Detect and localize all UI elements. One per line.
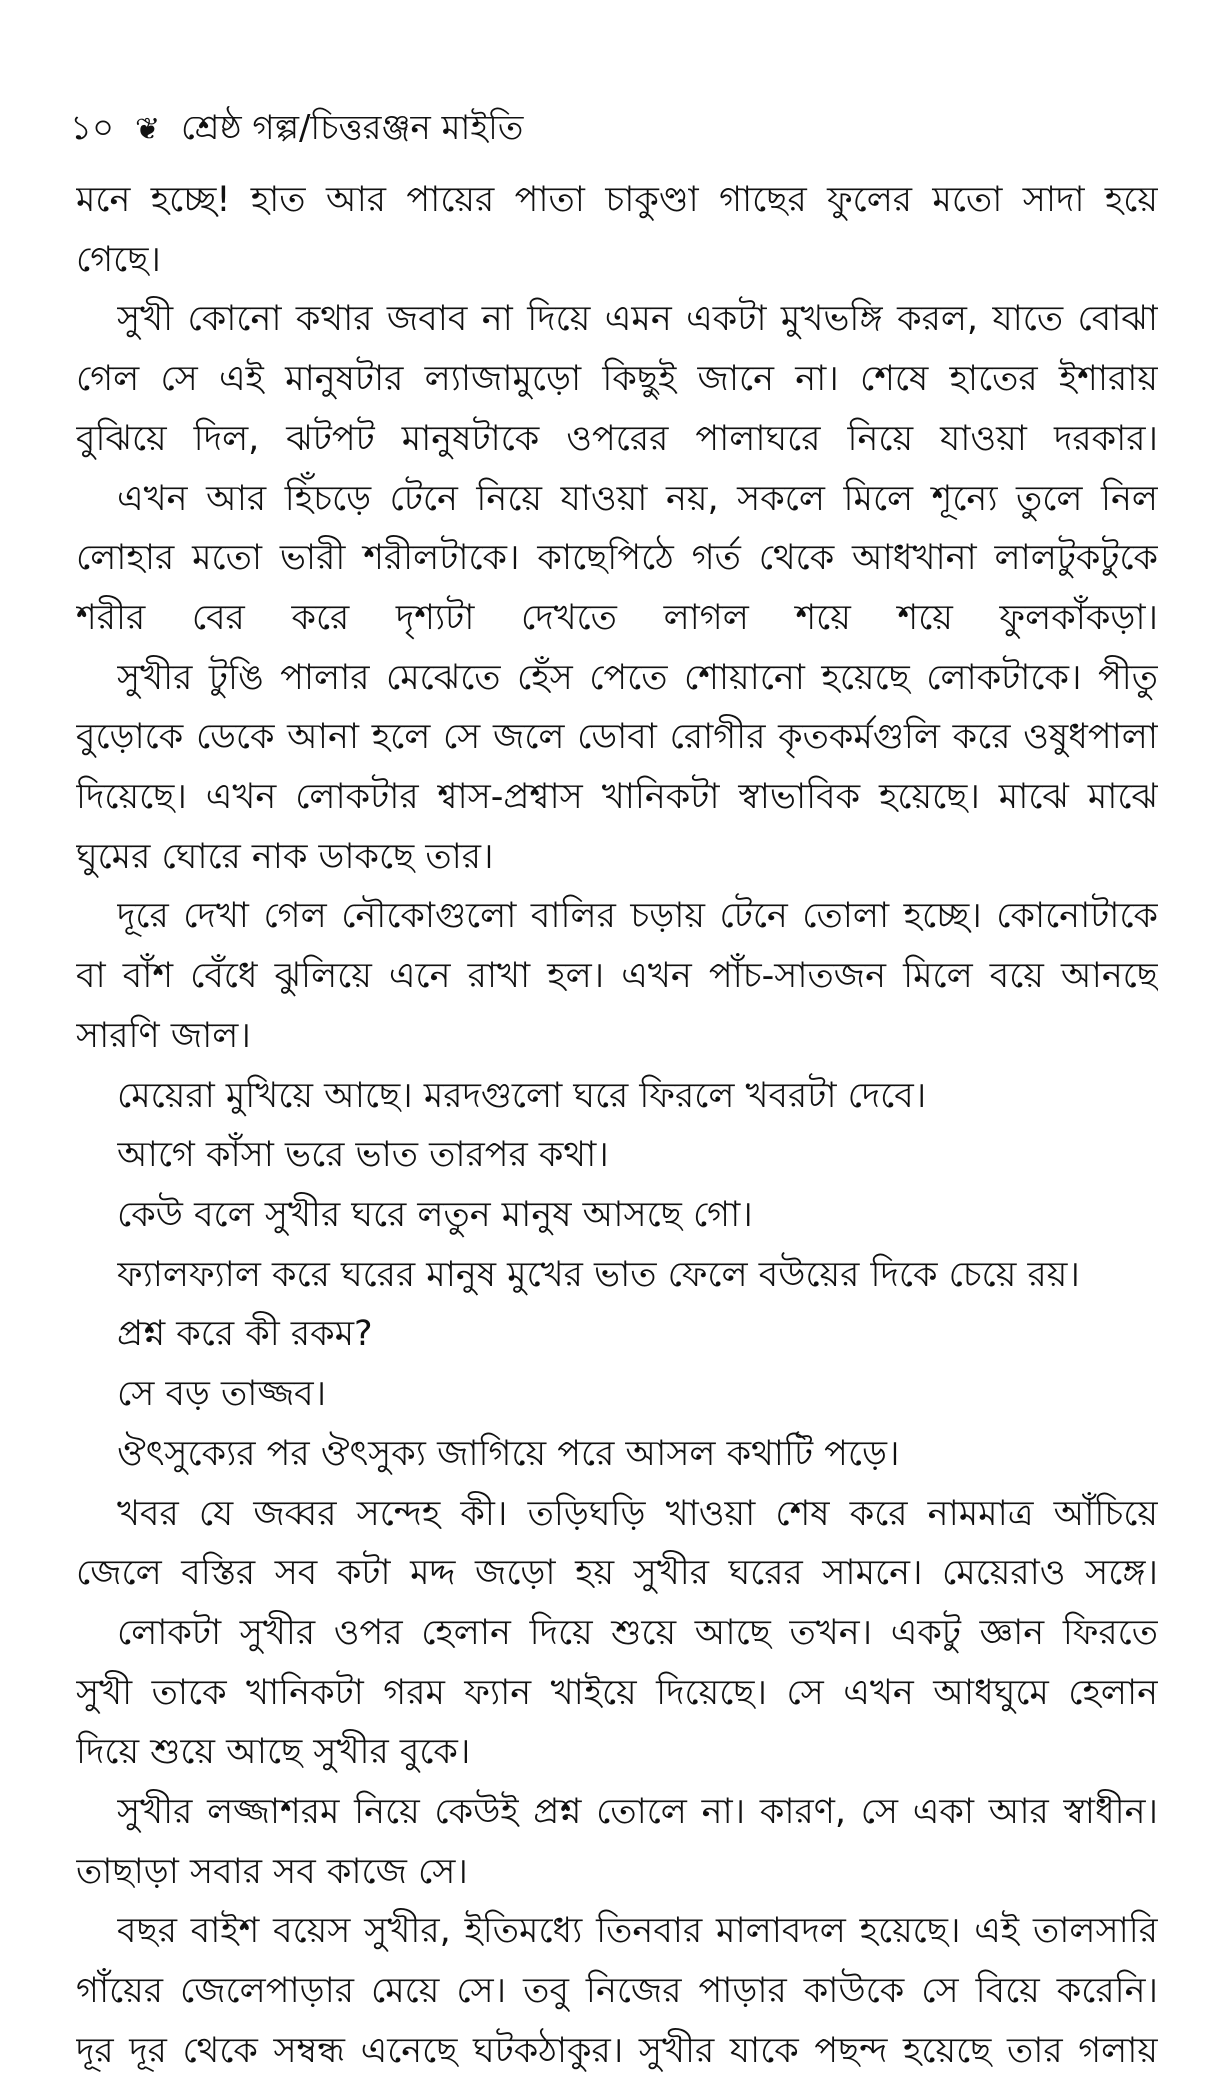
text-line: খবর যে জব্বর সন্দেহ কী। তড়িঘড়ি খাওয়া শেষ করে নামমাত্র আঁচিয়ে (117, 1494, 1158, 1534)
text-line: জেলে বস্তির সব কটা মদ্দ জড়ো হয় সুখীর ঘরের সামনে। মেয়েরাও সঙ্গে। (76, 1553, 1158, 1593)
text-line: ঘুমের ঘোরে নাক ডাকছে তার। (76, 837, 494, 877)
text-line: এখন আর হিঁচড়ে টেনে নিয়ে যাওয়া নয়, সকলে মিলে শূন্যে তুলে নিল (117, 479, 1158, 519)
text-line: তাছাড়া সবার সব কাজে সে। (76, 1852, 468, 1892)
page-number: ১০ (70, 108, 115, 148)
text-line: মনে হচ্ছে! হাত আর পায়ের পাতা চাকুণ্ডা গাছের ফুলের মতো সাদা হয়ে (76, 180, 1158, 220)
text-line: সুখীর টুঙি পালার মেঝেতে হেঁস পেতে শোয়ানো হয়েছে লোকটাকে। পীতু (117, 658, 1158, 698)
text-line: ঔৎসুক্যের পর ঔৎসুক্য জাগিয়ে পরে আসল কথাটি পড়ে। (117, 1434, 900, 1474)
text-line: সারণি জাল। (76, 1016, 251, 1056)
text-line: ফ্যালফ্যাল করে ঘরের মানুষ মুখের ভাত ফেলে বউয়ের দিকে চেয়ে রয়। (117, 1255, 1080, 1295)
text-line: সে বড় তাজ্জব। (117, 1374, 327, 1414)
text-line: বছর বাইশ বয়েস সুখীর, ইতিমধ্যে তিনবার মালাবদল হয়েছে। এই তালসারি (117, 1911, 1158, 1951)
text-line: বা বাঁশ বেঁধে ঝুলিয়ে এনে রাখা হল। এখন পাঁচ-সাতজন মিলে বয়ে আনছে (76, 956, 1158, 996)
text-line: শরীর বের করে দৃশ্যটা দেখতে লাগল শয়ে শয়ে ফুলকাঁকড়া। (76, 598, 1158, 638)
text-line: সুখীর লজ্জাশরম নিয়ে কেউই প্রশ্ন তোলে না। কারণ, সে একা আর স্বাধীন। (117, 1792, 1158, 1832)
text-line: বুড়োকে ডেকে আনা হলে সে জলে ডোবা রোগীর কৃতকর্মগুলি করে ওষুধপালা (76, 717, 1158, 757)
running-header (70, 104, 523, 154)
text-line: দিয়ে শুয়ে আছে সুখীর বুকে। (76, 1732, 471, 1772)
text-line: প্রশ্ন করে কী রকম? (117, 1314, 373, 1354)
text-line: লোকটা সুখীর ওপর হেলান দিয়ে শুয়ে আছে তখন। একটু জ্ঞান ফিরতে (117, 1613, 1158, 1653)
text-line: কেউ বলে সুখীর ঘরে লতুন মানুষ আসছে গো। (117, 1195, 753, 1235)
text-line: গেছে। (76, 240, 161, 280)
heart-ornament-icon: ❦ (134, 112, 161, 147)
text-line: সুখী কোনো কথার জবাব না দিয়ে এমন একটা মুখভঙ্গি করল, যাতে বোঝা (117, 299, 1158, 339)
text-line: গাঁয়ের জেলেপাড়ার মেয়ে সে। তবু নিজের পাড়ার কাউকে সে বিয়ে করেনি। (76, 1971, 1158, 2011)
text-line: দূরে দেখা গেল নৌকোগুলো বালির চড়ায় টেনে তোলা হচ্ছে। কোনোটাকে (117, 896, 1158, 936)
text-line: আগে কাঁসা ভরে ভাত তারপর কথা। (117, 1135, 609, 1175)
text-line: দূর দূর থেকে সম্বন্ধ এনেছে ঘটকঠাকুর। সুখীর যাকে পছন্দ হয়েছে তার গলায় (76, 2031, 1158, 2071)
text-line: দিয়েছে। এখন লোকটার শ্বাস-প্রশ্বাস খানিকটা স্বাভাবিক হয়েছে। মাঝে মাঝে (76, 777, 1158, 817)
text-line: মেয়েরা মুখিয়ে আছে। মরদগুলো ঘরে ফিরলে খবরটা দেবে। (117, 1076, 927, 1116)
book-title: শ্রেষ্ঠ গল্প/চিত্তরঞ্জন মাইতি (180, 108, 524, 148)
text-line: সুখী তাকে খানিকটা গরম ফ্যান খাইয়ে দিয়েছে। সে এখন আধঘুমে হেলান (76, 1673, 1158, 1713)
text-line: বুঝিয়ে দিল, ঝটপট মানুষটাকে ওপরের পালাঘরে নিয়ে যাওয়া দরকার। (76, 419, 1158, 459)
text-line: গেল সে এই মানুষটার ল্যাজামুড়ো কিছুই জানে না। শেষে হাতের ইশারায় (76, 359, 1158, 399)
text-line: লোহার মতো ভারী শরীলটাকে। কাছেপিঠে গর্ত থেকে আধখানা লালটুকটুকে (76, 538, 1158, 578)
